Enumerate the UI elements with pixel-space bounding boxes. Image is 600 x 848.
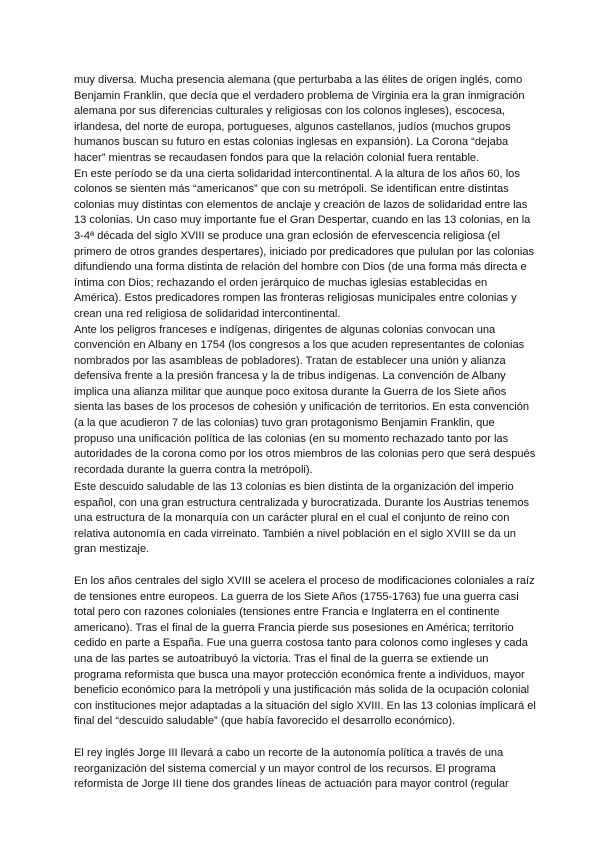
text-block-spanish-empire [74,480,536,558]
text-block-colonial-society [74,73,536,478]
paragraph-albany-convention: Ante los peligros franceses e indígenas, dirigentes de algunas colonias convocan una convención en Albany en 1754 (los congresos a los que acuden representantes de colonias nombrados por las asambleas de pobladores). Tratan de establecer una unión y alianza defensiva frente a la presión francesa y la de tribus indígenas. La convención de Albany implica una alianza militar que aunque poco exitosa durante la Guerra de los Siete años sienta las bases de los procesos de cohesión y unificación de territorios. En esta convención (a la que acudieron 7 de las colonias) tuvo gran protagonismo Benjamin Franklin, que propuso una unificación política de las colonias (en su momento rechazado tanto por las autoridades de la corona como por los otros miembros de las colonias pero que será después recordada durante la guerra contra la metrópoli). [74,323,536,476]
paragraph-seven-years-war: En los años centrales del siglo XVIII se acelera el proceso de modificaciones coloniales a raíz de tensiones entre europeos. La guerra de los Siete Años (1755-1763) fue una guerra casi total pero con razones coloniales (tensiones entre Francia e Inglaterra en el continente americano). Tras el final de la guerra Francia pierde sus posesiones en América; territorio cedido en parte a España. Fue una guerra costosa tanto para colonos como ingleses y cada una de las partes se autoatribuyó la victoria. Tras el final de la guerra se extiende un programa reformista que busca una mayor protección económica frente a individuos, mayor beneficio económico para la metrópoli y una justificación más solida de la ocupación colonial con instituciones mejor adaptadas a la situación del siglo XVIII. En las 13 colonias implicará el final del “descuido saludable” (que había favorecido el desarrollo económico). [74,575,536,728]
paragraph-immigration: muy diversa. Mucha presencia alemana (que perturbaba a las élites de origen inglés, como Benjamin Franklin, que decía que el verdadero problema de Virginia era la gran inmigración alemana por sus diferencias culturales y religiosas con los colonos ingleses), escocesa, irlandesa, del norte de europa, portugueses, algunos castellanos, judíos (muchos grupos humanos buscan su futuro en estas colonias inglesas en expansión). La Corona “dejaba hacer” mientras se recaudasen fondos para que la relación colonial fuera rentable. [74,74,525,164]
paragraph-great-awakening: En este período se da una cierta solidaridad intercontinental. A la altura de los años 60, los colonos se sienten más “americanos” que con su metrópoli. Se identifican entre distintas colonias muy distintas con elementos de anclaje y creación de lazos de solidaridad entre las 13 colonias. Un caso muy importante fue el Gran Despertar, cuando en las 13 colonias, en la 3-4ª década del siglo XVIII se produce una gran eclosión de efervescencia religiosa (el primero de otros grandes despertares), iniciado por predicadores que pululan por las colonias difundiendo una forma distinta de relación del hombre con Dios (de una forma más directa e íntima con Dios; rechazando el orden jerárquico de muchas iglesias establecidas en América). Estos predicadores rompen las fronteras religiosas municipales entre colonias y crean una red religiosa de solidaridad intercontinental. [74,167,535,320]
text-block-seven-years-war [74,574,536,730]
paragraph-spanish-empire: Este descuido saludable de las 13 colonias es bien distinta de la organización del imperio español, con una gran estructura centralizada y burocratizada. Durante los Austrias tenemos una estructura de la monarquía con un carácter plural en el cual el conjunto de reino con relativa autonomía en cada virreinato. También a nivel población en el siglo XVIII se da un gran mestizaje. [74,481,530,556]
paragraph-george-iii: El rey inglés Jorge III llevará a cabo un recorte de la autonomía política a través de una reorganización del sistema comercial y un mayor control de los recursos. El programa reformista de Jorge III tiene dos grandes líneas de actuación para mayor control (regular [74,747,509,791]
text-block-george-iii [74,746,536,793]
